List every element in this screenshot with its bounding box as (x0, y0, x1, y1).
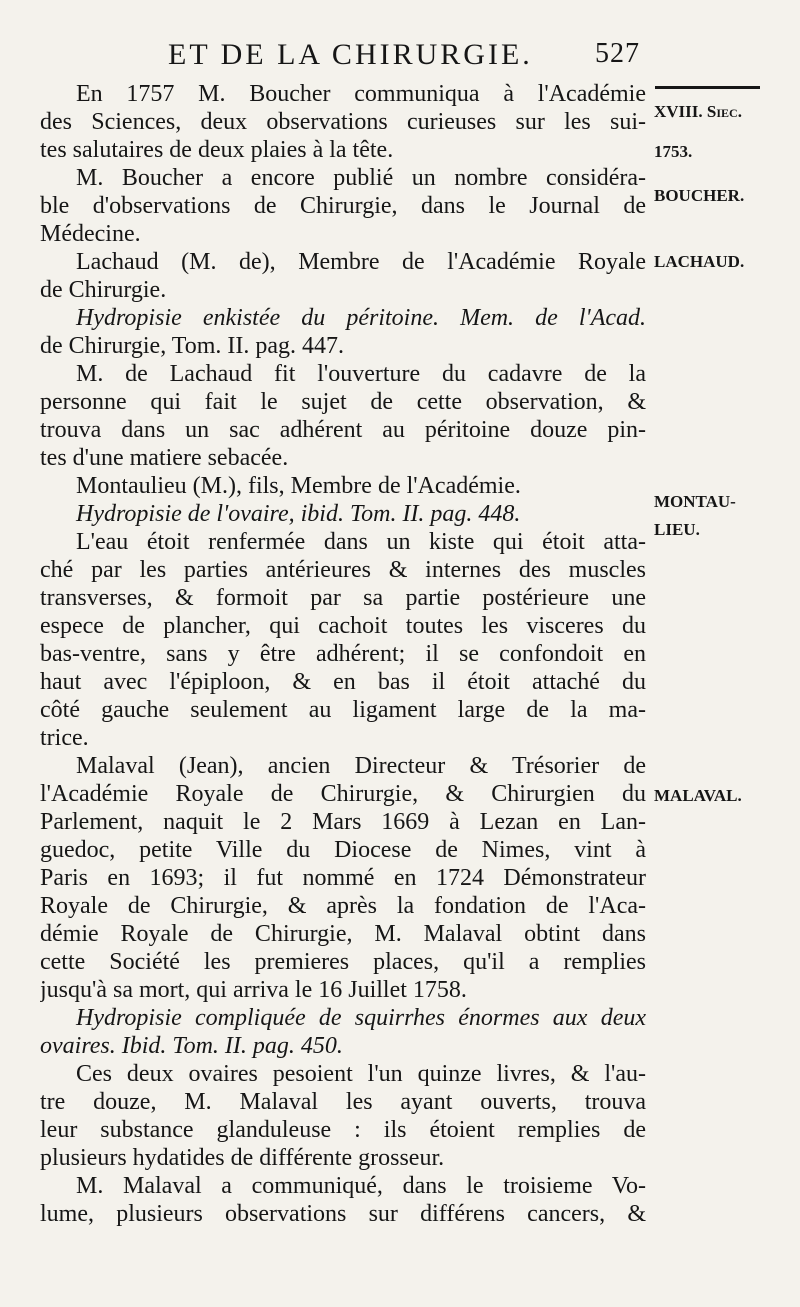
text-line: Hydropisie de l'ovaire, ibid. Tom. II. pag. 448. (76, 501, 521, 527)
margin-note: XVIII. Siec. (654, 102, 742, 121)
text-line: En 1757 M. Boucher communiqua à l'Académie (76, 81, 646, 107)
text-line: lume, plusieurs observations sur différens cancers, & (40, 1201, 646, 1227)
margin-note: 1753. (654, 142, 693, 161)
margin-note: LACHAUD. (654, 252, 745, 271)
text-line: des Sciences, deux observations curieuses sur les sui- (40, 109, 646, 135)
page-number: 527 (595, 38, 640, 69)
text-line: espece de plancher, qui cachoit toutes les visceres du (40, 613, 646, 639)
text-line: ble d'observations de Chirurgie, dans le Journal de (40, 193, 646, 219)
text-line: Hydropisie enkistée du péritoine. Mem. de l'Acad. (76, 305, 646, 331)
text-line: M. de Lachaud fit l'ouverture du cadavre de la (76, 361, 646, 387)
margin-note: MONTAU- (654, 492, 736, 511)
margin-note: MALAVAL. (654, 786, 742, 805)
text-line: bas-ventre, sans y être adhérent; il se confondoit en (40, 641, 646, 667)
text-line: M. Malaval a communiqué, dans le troisieme Vo- (76, 1173, 646, 1199)
text-line: personne qui fait le sujet de cette observation, & (40, 389, 646, 415)
text-line: ovaires. Ibid. Tom. II. pag. 450. (40, 1033, 343, 1059)
text-line: Royale de Chirurgie, & après la fondation de l'Aca- (40, 893, 646, 919)
text-line: de Chirurgie, Tom. II. pag. 447. (40, 333, 345, 359)
body-text (40, 80, 646, 1228)
text-line: ché par les parties antérieures & internes des muscles (40, 557, 646, 583)
running-title: ET DE LA CHIRURGIE. (168, 38, 533, 71)
text-line: Malaval (Jean), ancien Directeur & Trésorier de (76, 753, 646, 779)
text-line: jusqu'à sa mort, qui arriva le 16 Juillet 1758. (40, 977, 467, 1003)
text-line: Ces deux ovaires pesoient l'un quinze livres, & l'au- (76, 1061, 646, 1087)
text-line: Lachaud (M. de), Membre de l'Académie Royale (76, 249, 646, 275)
text-line: l'Académie Royale de Chirurgie, & Chirurgien du (40, 781, 646, 807)
text-line: transverses, & formoit par sa partie postérieure une (40, 585, 646, 611)
text-line: leur substance glanduleuse : ils étoient remplies de (40, 1117, 646, 1143)
text-line: de Chirurgie. (40, 277, 167, 303)
margin-rule (655, 86, 760, 89)
text-line: Hydropisie compliquée de squirrhes énormes aux deux (76, 1005, 646, 1031)
text-line: L'eau étoit renfermée dans un kiste qui étoit atta- (76, 529, 646, 555)
text-line: haut avec l'épiploon, & en bas il étoit attaché du (40, 669, 646, 695)
text-line: M. Boucher a encore publié un nombre considéra- (76, 165, 646, 191)
text-line: Paris en 1693; il fut nommé en 1724 Démonstrateur (40, 865, 646, 891)
text-line: Parlement, naquit le 2 Mars 1669 à Lezan en Lan- (40, 809, 646, 835)
text-line: guedoc, petite Ville du Diocese de Nimes, vint à (40, 837, 646, 863)
page-header (150, 38, 650, 78)
text-line: tre douze, M. Malaval les ayant ouverts, trouva (40, 1089, 646, 1115)
text-line: cette Société les premieres places, qu'il a remplies (40, 949, 646, 975)
text-line: côté gauche seulement au ligament large de la ma- (40, 697, 646, 723)
margin-note: LIEU. (654, 520, 700, 539)
margin-note: BOUCHER. (654, 186, 745, 205)
text-line: Montaulieu (M.), fils, Membre de l'Académie. (76, 473, 521, 499)
text-line: tes salutaires de deux plaies à la tête. (40, 137, 394, 163)
text-line: Médecine. (40, 221, 141, 247)
text-line: trice. (40, 725, 89, 751)
text-line: tes d'une matiere sebacée. (40, 445, 289, 471)
text-line: trouva dans un sac adhérent au péritoine douze pin- (40, 417, 646, 443)
text-line: plusieurs hydatides de différente grosseur. (40, 1145, 445, 1171)
text-line: démie Royale de Chirurgie, M. Malaval obtint dans (40, 921, 646, 947)
